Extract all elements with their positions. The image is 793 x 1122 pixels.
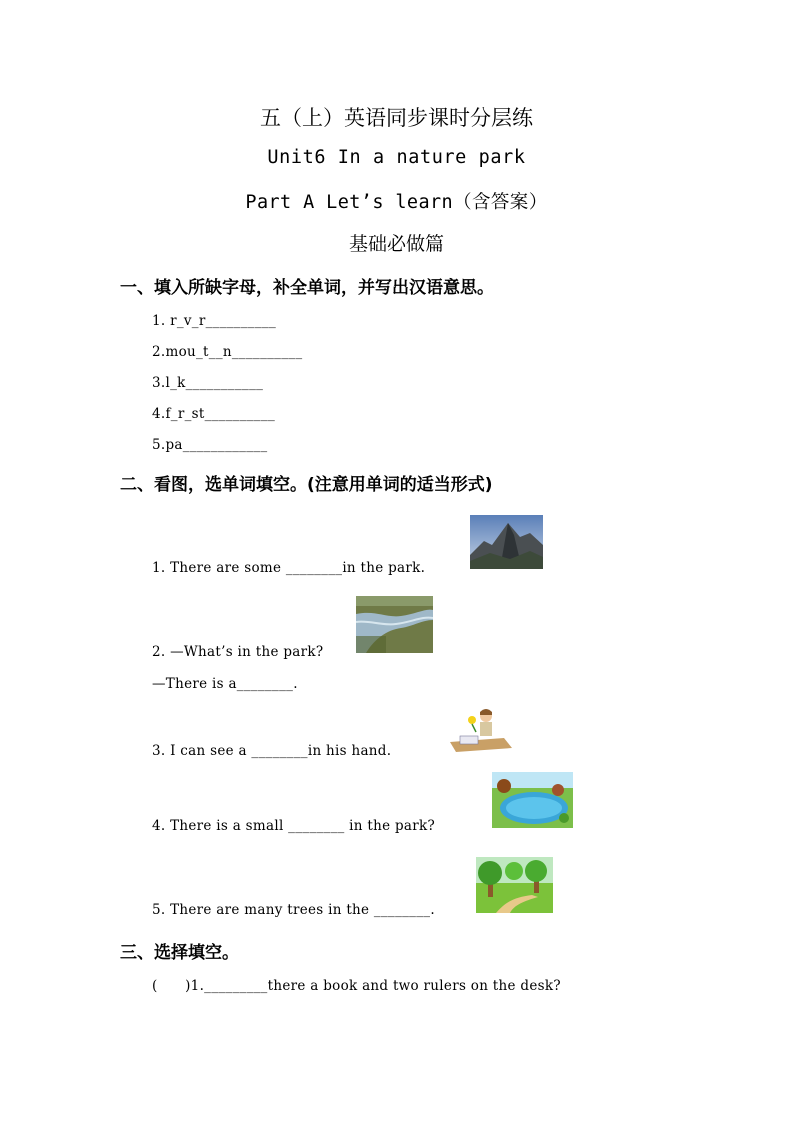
section-3-heading: 三、选择填空。 [120,943,239,963]
flower-picture [446,708,514,754]
part-title: Part A Let’s learn（含答案） [245,192,548,213]
river-picture [356,596,433,653]
forest-picture [476,857,553,913]
s2-item-5: 5. There are many trees in the ________. [152,902,435,918]
lake-picture [492,772,573,828]
s1-item-3: 3.l_k___________ [152,375,264,391]
s1-item-5: 5.pa____________ [152,437,268,453]
s1-item-2: 2.mou_t__n__________ [152,344,303,360]
unit-title: Unit6 In a nature park [267,147,526,168]
page-title: 五（上）英语同步课时分层练 [260,106,533,130]
level-title: 基础必做篇 [348,233,444,255]
s1-item-1: 1. r_v_r__________ [152,313,277,329]
s2-item-1: 1. There are some ________in the park. [152,560,426,576]
s2-item-2-answer: —There is a________. [152,676,298,692]
s2-item-4: 4. There is a small ________ in the park? [152,818,436,834]
s2-item-3: 3. I can see a ________in his hand. [152,743,392,759]
mountain-picture [470,515,543,569]
section-1-heading: 一、填入所缺字母，补全单词，并写出汉语意思。 [120,278,494,298]
s3-item-1: ( )1._________there a book and two rulers on the desk? [152,978,561,994]
section-2-heading: 二、看图，选单词填空。(注意用单词的适当形式) [120,475,493,495]
s2-item-2-question: 2. —What’s in the park? [152,644,324,660]
s1-item-4: 4.f_r_st__________ [152,406,276,422]
